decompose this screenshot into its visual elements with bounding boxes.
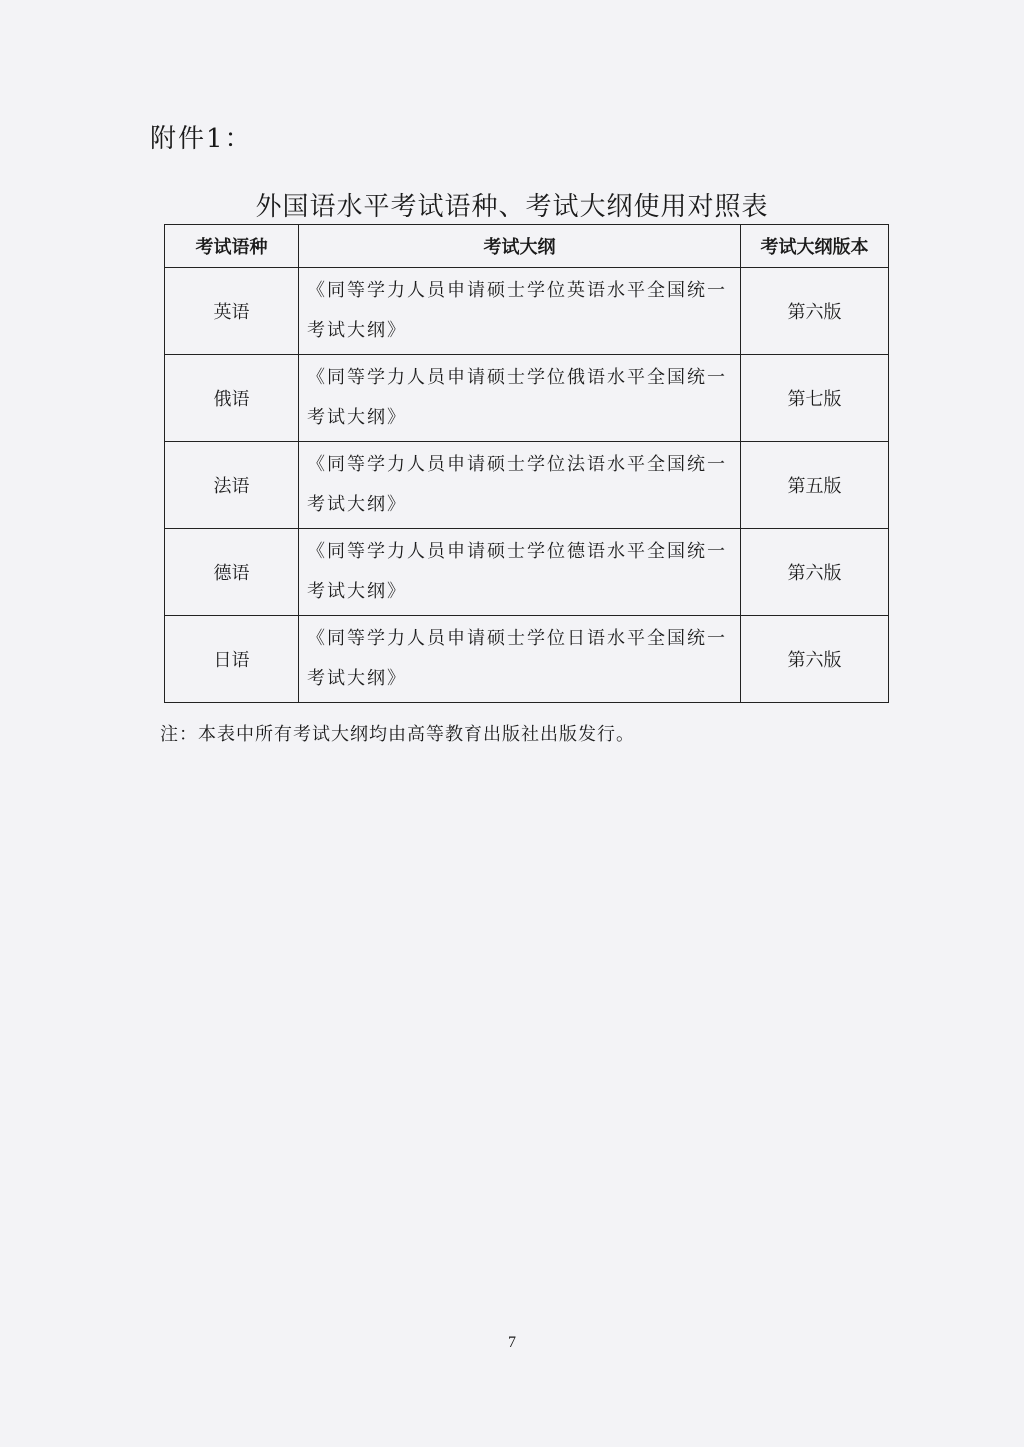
language-cell: 英语 — [165, 268, 299, 355]
header-language: 考试语种 — [165, 225, 299, 268]
version-cell: 第七版 — [741, 355, 889, 442]
version-cell: 第六版 — [741, 529, 889, 616]
version-cell: 第五版 — [741, 442, 889, 529]
header-version: 考试大纲版本 — [741, 225, 889, 268]
version-cell: 第六版 — [741, 268, 889, 355]
version-cell: 第六版 — [741, 616, 889, 703]
language-cell: 俄语 — [165, 355, 299, 442]
outline-cell: 《同等学力人员申请硕士学位英语水平全国统一考试大纲》 — [299, 268, 741, 355]
table-row — [165, 616, 889, 703]
page-number: 7 — [508, 1334, 516, 1351]
outline-cell: 《同等学力人员申请硕士学位俄语水平全国统一考试大纲》 — [299, 355, 741, 442]
attachment-label: 附件1： — [150, 124, 253, 154]
outline-cell: 《同等学力人员申请硕士学位日语水平全国统一考试大纲》 — [299, 616, 741, 703]
language-cell: 法语 — [165, 442, 299, 529]
table-row — [165, 442, 889, 529]
table-row — [165, 355, 889, 442]
language-cell: 德语 — [165, 529, 299, 616]
table-title: 外国语水平考试语种、考试大纲使用对照表 — [255, 192, 769, 222]
table-header-row — [165, 225, 889, 268]
language-outline-table — [164, 224, 889, 703]
table-row — [165, 529, 889, 616]
header-outline: 考试大纲 — [299, 225, 741, 268]
outline-cell: 《同等学力人员申请硕士学位德语水平全国统一考试大纲》 — [299, 529, 741, 616]
outline-cell: 《同等学力人员申请硕士学位法语水平全国统一考试大纲》 — [299, 442, 741, 529]
table-note: 注：本表中所有考试大纲均由高等教育出版社出版发行。 — [160, 724, 635, 745]
language-cell: 日语 — [165, 616, 299, 703]
table-row — [165, 268, 889, 355]
